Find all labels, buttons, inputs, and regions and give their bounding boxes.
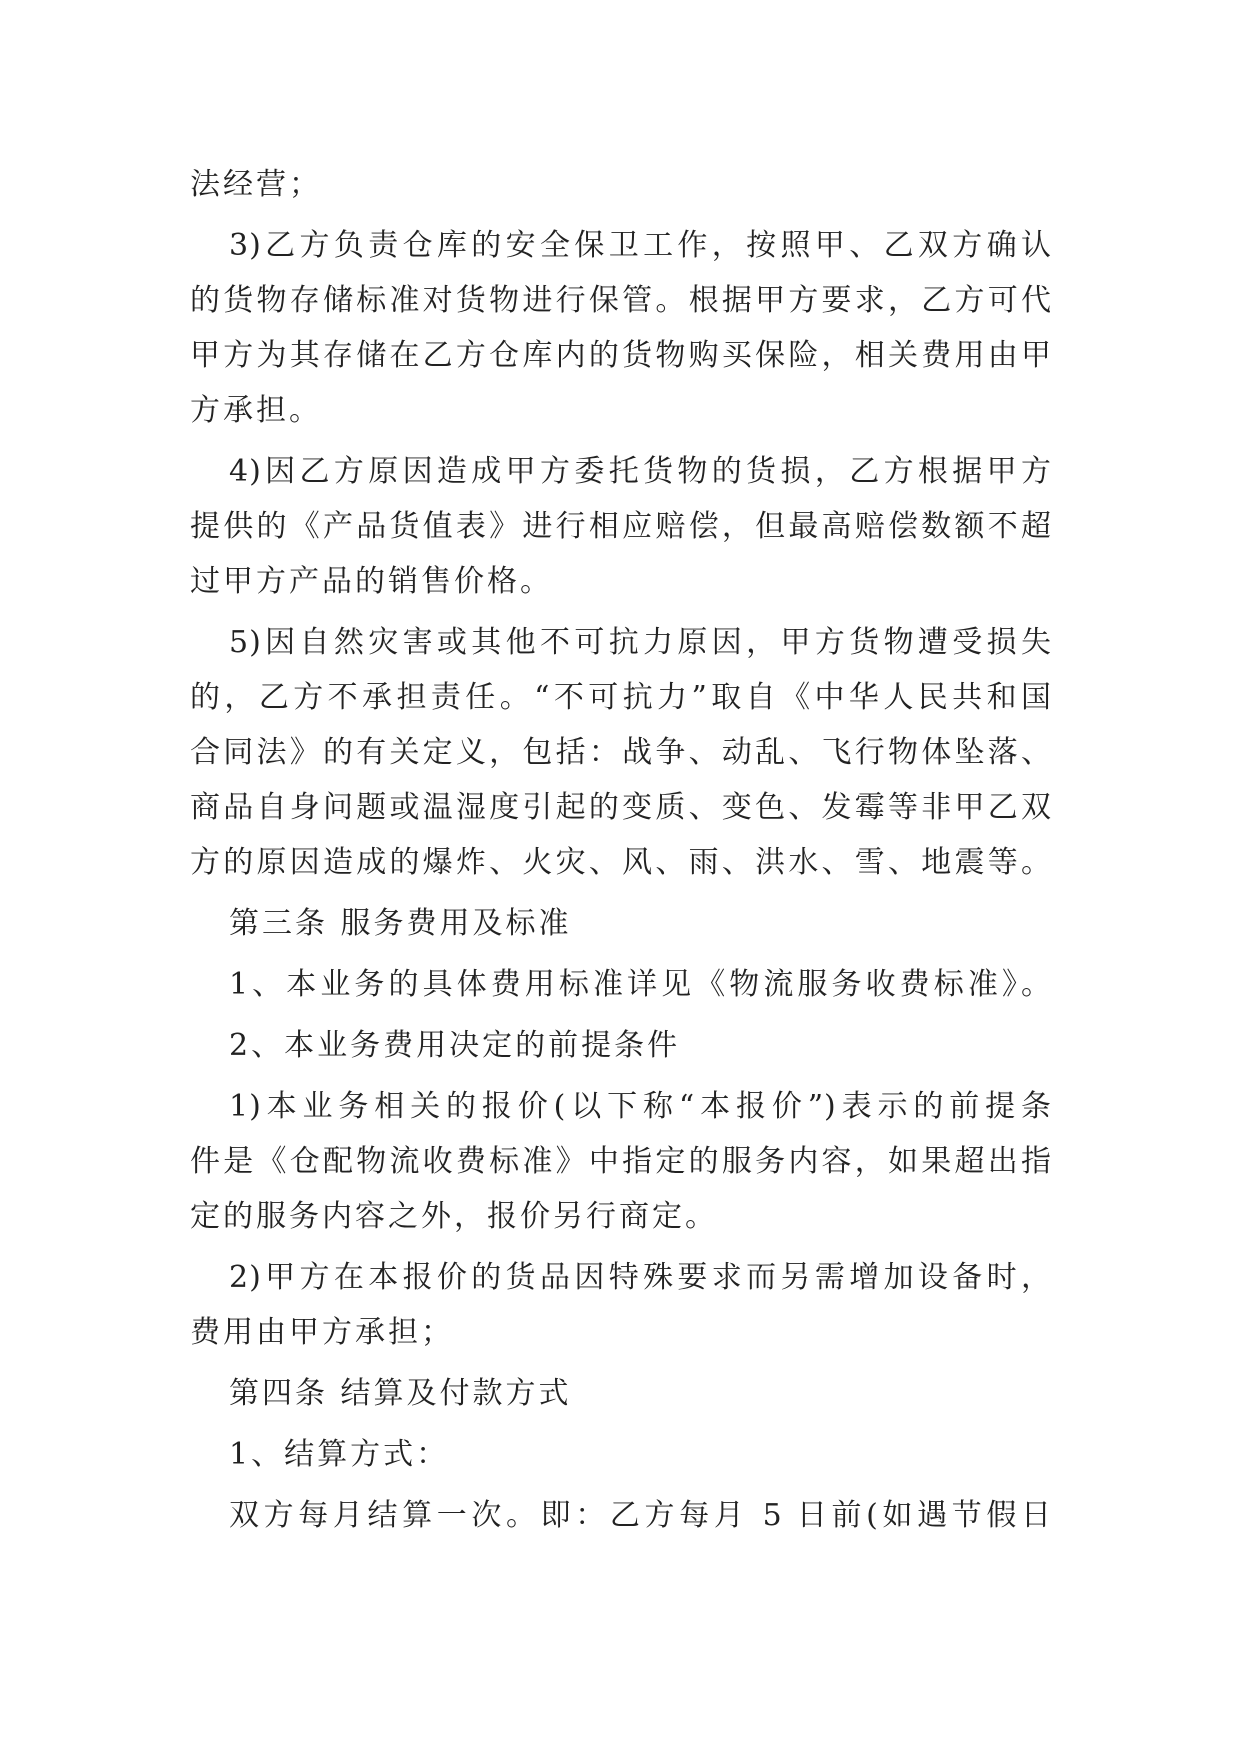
text-line: 方的原因造成的爆炸、火灾、风、雨、洪水、雪、地震等。 [190,845,1052,880]
clause-item-3 [190,218,1052,438]
text-line: 商品自身问题或温湿度引起的变质、变色、发霉等非甲乙双 [190,790,1052,825]
text-line: 5)因自然灾害或其他不可抗力原因，甲方货物遭受损失 [229,625,1052,660]
text-line: 的货物存储标准对货物进行保管。根据甲方要求，乙方可代 [190,283,1052,318]
text-line: 方承担。 [190,393,322,428]
text-line: 第四条 结算及付款方式 [229,1376,572,1411]
text-line: 定的服务内容之外，报价另行商定。 [190,1199,718,1234]
text-line: 甲方为其存储在乙方仓库内的货物购买保险，相关费用由甲 [190,338,1052,373]
continued-text [190,157,1052,212]
text-line: 法经营； [190,167,322,202]
text-line: 双方每月结算一次。即：乙方每月 5 日前(如遇节假日 [229,1498,1052,1533]
fee-subitem-1 [190,1079,1052,1244]
clause-item-5 [190,615,1052,890]
settlement-item-1 [190,1427,1052,1482]
fee-subitem-2 [190,1250,1052,1360]
text-line: 1、结算方式： [229,1437,450,1472]
text-line: 件是《仓配物流收费标准》中指定的服务内容，如果超出指 [190,1144,1052,1179]
text-line: 第三条 服务费用及标准 [229,906,572,941]
article-4-heading [190,1366,1052,1421]
text-line: 1、本业务的具体费用标准详见《物流服务收费标准》。 [229,967,1052,1002]
clause-item-4 [190,444,1052,609]
fee-item-2 [190,1018,1052,1073]
text-line: 2、本业务费用决定的前提条件 [229,1028,681,1063]
text-line: 合同法》的有关定义，包括：战争、动乱、飞行物体坠落、 [190,735,1052,770]
text-line: 1)本业务相关的报价(以下称“本报价”)表示的前提条 [229,1089,1052,1124]
text-line: 提供的《产品货值表》进行相应赔偿，但最高赔偿数额不超 [190,509,1052,544]
settlement-paragraph [190,1488,1052,1543]
text-line: 过甲方产品的销售价格。 [190,564,553,599]
document-body [190,157,1052,1549]
text-line: 费用由甲方承担； [190,1315,454,1350]
fee-item-1 [190,957,1052,1012]
text-line: 2)甲方在本报价的货品因特殊要求而另需增加设备时， [229,1260,1052,1295]
text-line: 4)因乙方原因造成甲方委托货物的货损，乙方根据甲方 [229,454,1052,489]
text-line: 3)乙方负责仓库的安全保卫工作，按照甲、乙双方确认 [229,228,1052,263]
text-line: 的，乙方不承担责任。“不可抗力”取自《中华人民共和国 [190,680,1052,715]
article-3-heading [190,896,1052,951]
